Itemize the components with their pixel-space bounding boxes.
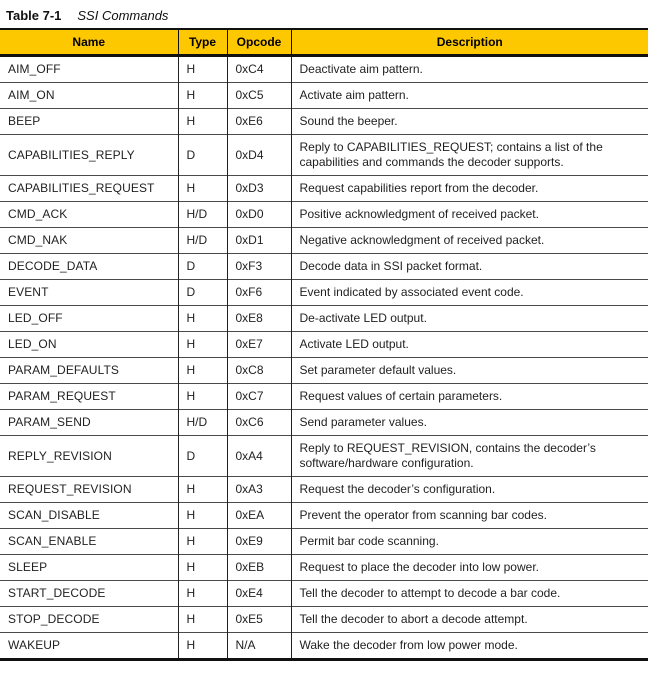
table-body — [0, 56, 648, 660]
cell-type: D — [178, 254, 227, 280]
column-header-name: Name — [0, 29, 178, 56]
cell-description: Send parameter values. — [291, 410, 648, 436]
cell-opcode: 0xC6 — [227, 410, 291, 436]
cell-type: D — [178, 436, 227, 477]
cell-name: CMD_NAK — [0, 228, 178, 254]
cell-opcode: 0xEA — [227, 503, 291, 529]
cell-opcode: 0xE8 — [227, 306, 291, 332]
column-header-description: Description — [291, 29, 648, 56]
cell-name: EVENT — [0, 280, 178, 306]
table-row — [0, 607, 648, 633]
cell-description: Positive acknowledgment of received packet. — [291, 202, 648, 228]
cell-type: H — [178, 633, 227, 660]
table-row — [0, 83, 648, 109]
table-row — [0, 384, 648, 410]
cell-name: AIM_OFF — [8, 62, 61, 76]
cell-name: AIM_ON — [0, 83, 178, 109]
cell-opcode: 0xD0 — [227, 202, 291, 228]
cell-opcode: 0xA3 — [227, 477, 291, 503]
table-row — [0, 56, 648, 83]
cell-name: BEEP — [0, 109, 178, 135]
cell-description: Negative acknowledgment of received packet. — [291, 228, 648, 254]
cell-type: H — [178, 83, 227, 109]
table-row — [0, 280, 648, 306]
cell-opcode: N/A — [227, 633, 291, 660]
cell-opcode: 0xD4 — [227, 135, 291, 176]
cell-opcode: 0xEB — [227, 555, 291, 581]
cell-description: Permit bar code scanning. — [291, 529, 648, 555]
table-row — [0, 332, 648, 358]
cell-description: Tell the decoder to attempt to decode a bar code. — [291, 581, 648, 607]
cell-opcode: 0xE7 — [227, 332, 291, 358]
cell-name: START_DECODE — [0, 581, 178, 607]
cell-opcode: 0xC7 — [227, 384, 291, 410]
cell-type: H — [178, 332, 227, 358]
table-row — [0, 436, 648, 477]
table-row — [0, 633, 648, 660]
cell-type: D — [178, 280, 227, 306]
cell-type: H — [178, 176, 227, 202]
cell-description: Request values of certain parameters. — [291, 384, 648, 410]
column-header-opcode: Opcode — [227, 29, 291, 56]
table-number: Table 7-1 — [6, 8, 62, 23]
cell-name: SLEEP — [0, 555, 178, 581]
cell-name: DECODE_DATA — [0, 254, 178, 280]
cell-description: Event indicated by associated event code. — [291, 280, 648, 306]
cell-name: CAPABILITIES_REQUEST — [0, 176, 178, 202]
table-row — [0, 477, 648, 503]
cell-name: STOP_DECODE — [0, 607, 178, 633]
cell-name: CAPABILITIES_REPLY — [0, 135, 178, 176]
cell-type: H/D — [178, 410, 227, 436]
cell-name: PARAM_DEFAULTS — [0, 358, 178, 384]
cell-opcode: 0xF6 — [227, 280, 291, 306]
cell-type: H — [178, 56, 227, 83]
cell-name: LED_OFF — [0, 306, 178, 332]
cell-name: WAKEUP — [0, 633, 178, 660]
cell-description: Deactivate aim pattern. — [291, 56, 648, 83]
ssi-commands-table — [0, 28, 648, 661]
table-row — [0, 202, 648, 228]
cell-description: Request capabilities report from the decoder. — [291, 176, 648, 202]
cell-type: H — [178, 581, 227, 607]
cell-name: SCAN_DISABLE — [0, 503, 178, 529]
cell-opcode: 0xD3 — [227, 176, 291, 202]
cell-name: PARAM_REQUEST — [0, 384, 178, 410]
cell-type: H — [178, 358, 227, 384]
table-row — [0, 555, 648, 581]
cell-type: H — [178, 306, 227, 332]
cell-description: Activate aim pattern. — [291, 83, 648, 109]
table-row — [0, 358, 648, 384]
table-row — [0, 581, 648, 607]
cell-description: De-activate LED output. — [291, 306, 648, 332]
cell-opcode: 0xA4 — [227, 436, 291, 477]
cell-type: H/D — [178, 228, 227, 254]
cell-name: SCAN_ENABLE — [0, 529, 178, 555]
cell-type: H — [178, 477, 227, 503]
table-row — [0, 254, 648, 280]
table-row — [0, 228, 648, 254]
cell-type: D — [178, 135, 227, 176]
cell-type: H/D — [178, 202, 227, 228]
cell-type: H — [178, 555, 227, 581]
table-row — [0, 503, 648, 529]
cell-opcode: 0xE4 — [227, 581, 291, 607]
cell-type: H — [178, 503, 227, 529]
cell-description: Sound the beeper. — [291, 109, 648, 135]
cell-type: H — [178, 529, 227, 555]
cell-description: Activate LED output. — [291, 332, 648, 358]
cell-description: Wake the decoder from low power mode. — [291, 633, 648, 660]
cell-opcode: 0xC4 — [227, 56, 291, 83]
cell-description: Decode data in SSI packet format. — [291, 254, 648, 280]
cell-name: CMD_ACK — [0, 202, 178, 228]
table-row — [0, 109, 648, 135]
cell-opcode: 0xE6 — [227, 109, 291, 135]
cell-description: Request the decoder’s configuration. — [291, 477, 648, 503]
cell-name: PARAM_SEND — [0, 410, 178, 436]
cell-type: H — [178, 384, 227, 410]
cell-opcode: 0xE5 — [227, 607, 291, 633]
cell-name: REPLY_REVISION — [0, 436, 178, 477]
table-row — [0, 529, 648, 555]
cell-description: Request to place the decoder into low power. — [291, 555, 648, 581]
cell-type: H — [178, 109, 227, 135]
cell-description: Set parameter default values. — [291, 358, 648, 384]
cell-name: REQUEST_REVISION — [0, 477, 178, 503]
table-row — [0, 135, 648, 176]
table-header — [0, 29, 648, 56]
cell-type: H — [178, 607, 227, 633]
column-header-type: Type — [178, 29, 227, 56]
table-caption: SSI Commands — [77, 8, 169, 23]
cell-opcode: 0xE9 — [227, 529, 291, 555]
table-row — [0, 176, 648, 202]
cell-opcode: 0xC5 — [227, 83, 291, 109]
cell-opcode: 0xD1 — [227, 228, 291, 254]
cell-opcode: 0xF3 — [227, 254, 291, 280]
cell-opcode: 0xC8 — [227, 358, 291, 384]
header-row — [0, 29, 648, 56]
cell-description: Reply to CAPABILITIES_REQUEST; contains a list of the capabilities and commands the decoder supports. — [291, 135, 648, 176]
cell-description: Tell the decoder to abort a decode attempt. — [291, 607, 648, 633]
cell-description: Prevent the operator from scanning bar codes. — [291, 503, 648, 529]
cell-description: Reply to REQUEST_REVISION, contains the decoder’s software/hardware configuration. — [291, 436, 648, 477]
cell-name: LED_ON — [0, 332, 178, 358]
table-row — [0, 410, 648, 436]
table-title — [0, 0, 648, 28]
table-row — [0, 306, 648, 332]
